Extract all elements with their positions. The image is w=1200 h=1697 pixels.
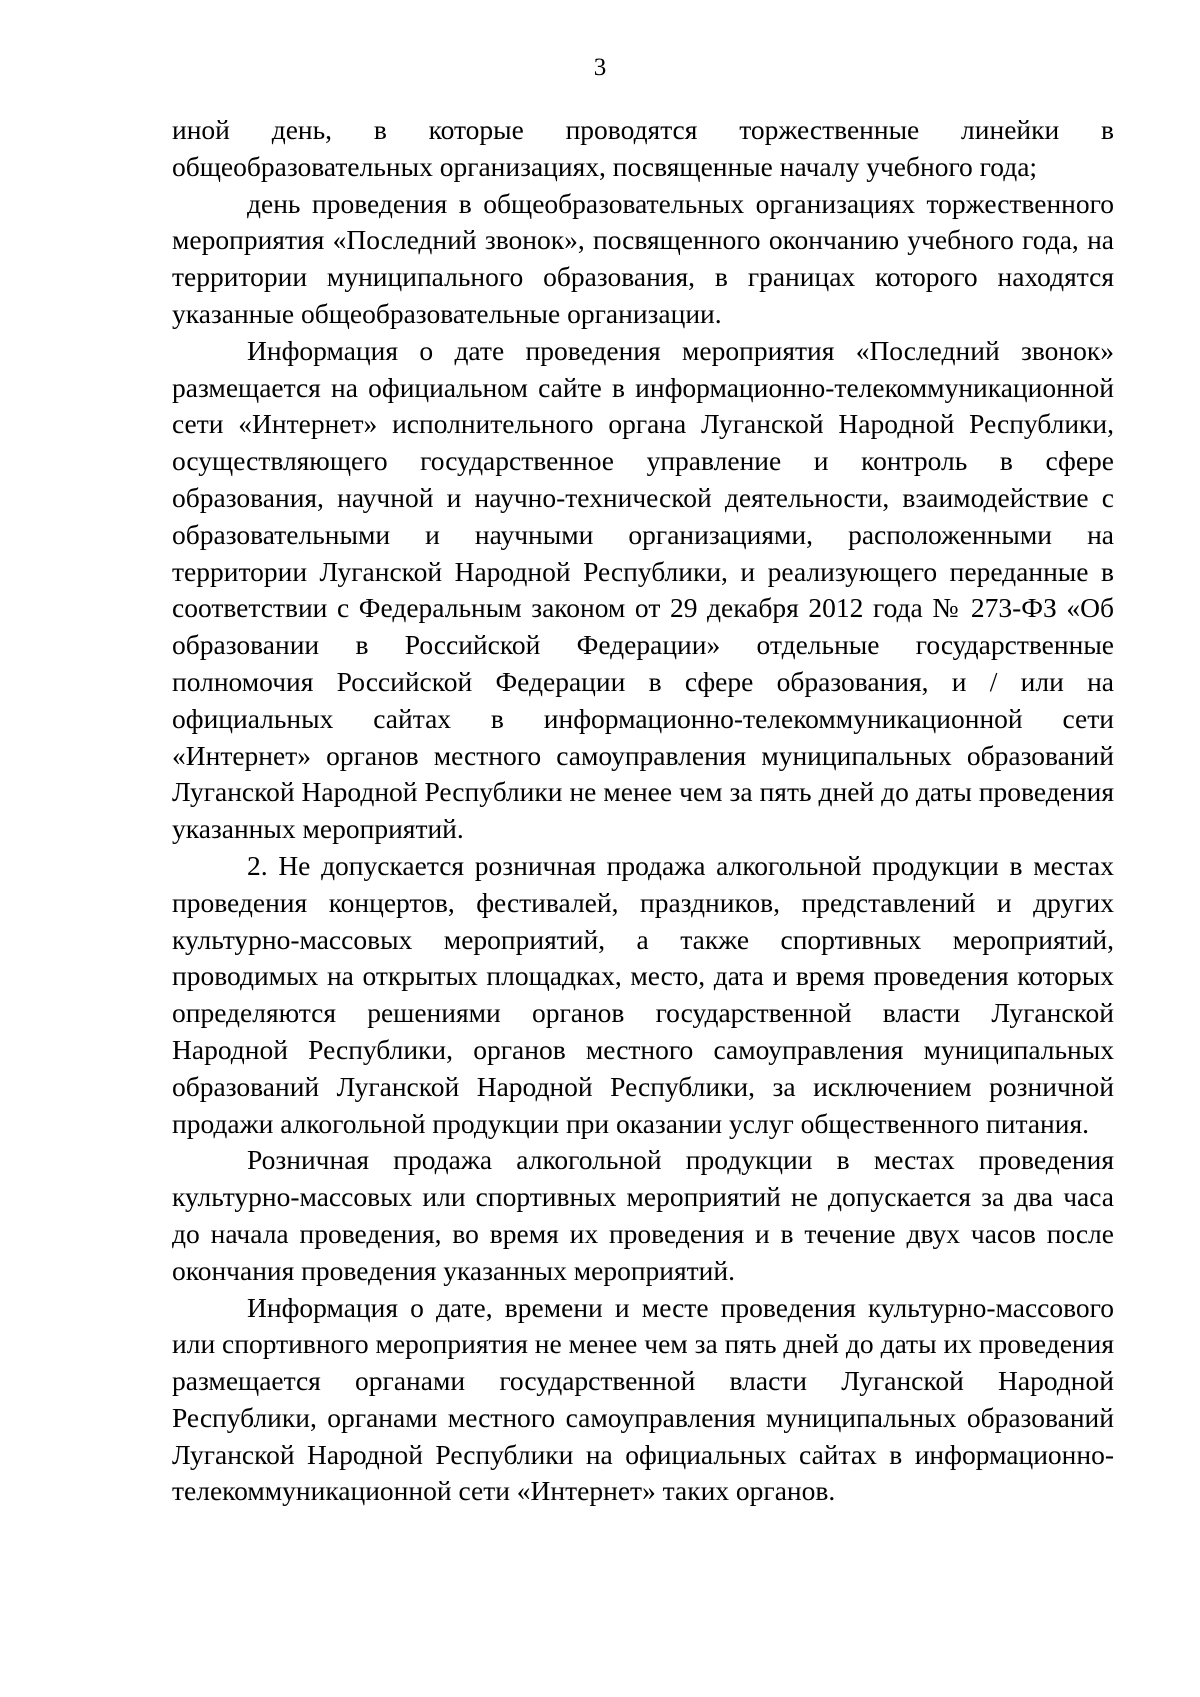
paragraph-5: Розничная продажа алкогольной продукции в местах проведения культурно-массовых или спортивных мероприятий не допускается за два часа до начала проведения, во время их проведения и в течение двух часов после окончания проведения указанных мероприятий. [172,1144,1114,1286]
paragraph-3: Информация о дате проведения мероприятия «Последний звонок» размещается на официальном сайте в информационно-телекоммуникационной сети «Интернет» исполнительного органа Луганской Народной Республики, осуществляющего государственное управление и контроль в сфере образования, научной и научно-технической деятельности, взаимодействие с образовательными и научными организациями, расположенными на территории Луганской Народной Республики, и реализующего переданные в соответствии с Федеральным законом от 29 декабря 2012 года № 273-ФЗ «Об образовании в Российской Федерации» отдельные государственные полномочия Российской Федерации в сфере образования, и / или на официальных сайтах в информационно-телекоммуникационной сети «Интернет» органов местного самоуправления муниципальных образований Луганской Народной Республики не менее чем за пять дней до даты проведения указанных мероприятий. [172,334,1114,845]
page-number: 3 [593,54,607,81]
paragraph-1: иной день, в которые проводятся торжественные линейки в общеобразовательных организациях, посвященные началу учебного года; [172,114,1114,182]
document-body [172,112,1114,1510]
paragraph-2: день проведения в общеобразовательных организациях торжественного мероприятия «Последний звонок», посвященного окончанию учебного года, на территории муниципального образования, в границах которого находятся указанные общеобразовательные организации. [172,187,1114,329]
paragraph-6: Информация о дате, времени и месте проведения культурно-массового или спортивного мероприятия не менее чем за пять дней до даты их проведения размещается органами государственной власти Луганской Народной Республики, органами местного самоуправления муниципальных образований Луганской Народной Республики на официальных сайтах в информационно-телекоммуникационной сети «Интернет» таких органов. [172,1291,1114,1507]
paragraph-4: 2. Не допускается розничная продажа алкогольной продукции в местах проведения концертов, фестивалей, праздников, представлений и других культурно-массовых мероприятий, а также спортивных мероприятий, проводимых на открытых площадках, место, дата и время проведения которых определяются решениями органов государственной власти Луганской Народной Республики, органов местного самоуправления муниципальных образований Луганской Народной Республики, за исключением розничной продажи алкогольной продукции при оказании услуг общественного питания. [172,849,1114,1139]
